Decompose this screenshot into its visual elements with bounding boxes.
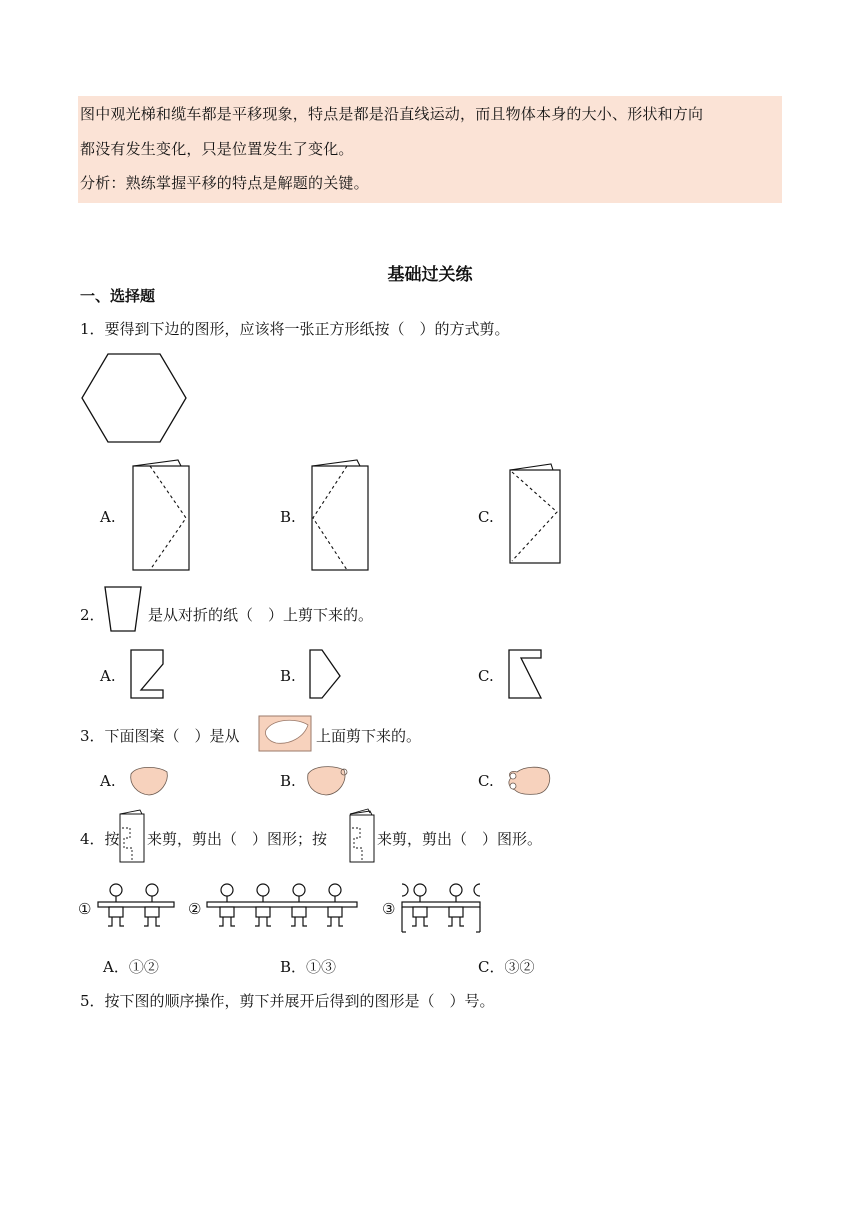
analysis-line-2: 都没有发生变化，只是位置发生了变化。 [80,140,354,158]
q2-option-a-label[interactable]: A. [100,667,116,685]
question-3-prefix: 3．下面图案（ ）是从 [80,727,240,745]
q1-option-a-label[interactable]: A. [100,508,116,526]
q1-option-b-folded-paper[interactable] [309,458,374,573]
q2-option-c-shape[interactable] [507,648,547,702]
question-1: 1．要得到下边的图形，应该将一张正方形纸按（ ）的方式剪。 [80,320,510,338]
hexagon-figure [80,352,190,444]
analysis-line-3: 分析：熟练掌握平移的特点是解题的关键。 [80,174,369,192]
fold-pattern-2-icon [348,808,378,864]
hand-bar [207,902,357,907]
q3-option-a-label[interactable]: A. [100,772,116,790]
q2-option-b-label[interactable]: B. [280,667,296,685]
figure-1-marker: ① [78,900,92,918]
q3-option-c-label[interactable]: C. [478,772,494,790]
q4-option-b[interactable]: B．①③ [280,958,337,976]
half-person [474,884,480,932]
figure-3-half-edge-people-strip [398,880,484,940]
question-5: 5．按下图的顺序操作，剪下并展开后得到的图形是（ ）号。 [80,992,495,1010]
trapezoid-cutout [103,585,145,635]
figure-3-marker: ③ [382,900,396,918]
q2-option-b-shape[interactable] [308,648,348,702]
hand-bar [98,902,174,907]
question-4-part-3: 来剪，剪出（ ）图形。 [377,830,543,848]
q3-option-a-leaf-shape[interactable] [127,764,171,798]
question-2-text: 是从对折的纸（ ）上剪下来的。 [148,606,374,624]
question-3-suffix: 上面剪下来的。 [316,727,422,745]
q4-option-c[interactable]: C．③② [478,958,535,976]
q2-option-a-shape[interactable] [129,648,169,702]
section-heading: 一、选择题 [80,287,156,305]
q1-option-b-label[interactable]: B. [280,508,296,526]
q3-option-b-label[interactable]: B. [280,772,296,790]
q4-option-a[interactable]: A．①② [103,958,159,976]
analysis-line-1: 图中观光梯和缆车都是平移现象，特点是都是沿直线运动，而且物体本身的大小、形状和方向 [80,105,704,123]
folded-paper-with-cut-image [258,715,314,753]
q1-option-c-label[interactable]: C. [478,508,494,526]
figure-2-four-people-strip [205,880,360,934]
hand-bar [402,902,480,907]
q3-option-c-symmetric-shape[interactable] [503,764,557,798]
page-title: 基础过关练 [387,265,473,285]
q2-option-c-label[interactable]: C. [478,667,494,685]
question-4-part-2: 来剪，剪出（ ）图形；按 [147,830,328,848]
question-2-number: 2． [80,606,105,624]
q1-option-a-folded-paper[interactable] [130,458,195,573]
q3-option-b-leaf-shape[interactable] [304,764,350,798]
question-4-part-1: 4．按 [80,830,120,848]
half-person [402,884,408,932]
figure-1-two-people-strip [96,880,176,934]
q1-option-c-folded-paper[interactable] [507,462,567,567]
fold-pattern-1-icon [118,808,148,864]
figure-2-marker: ② [188,900,202,918]
